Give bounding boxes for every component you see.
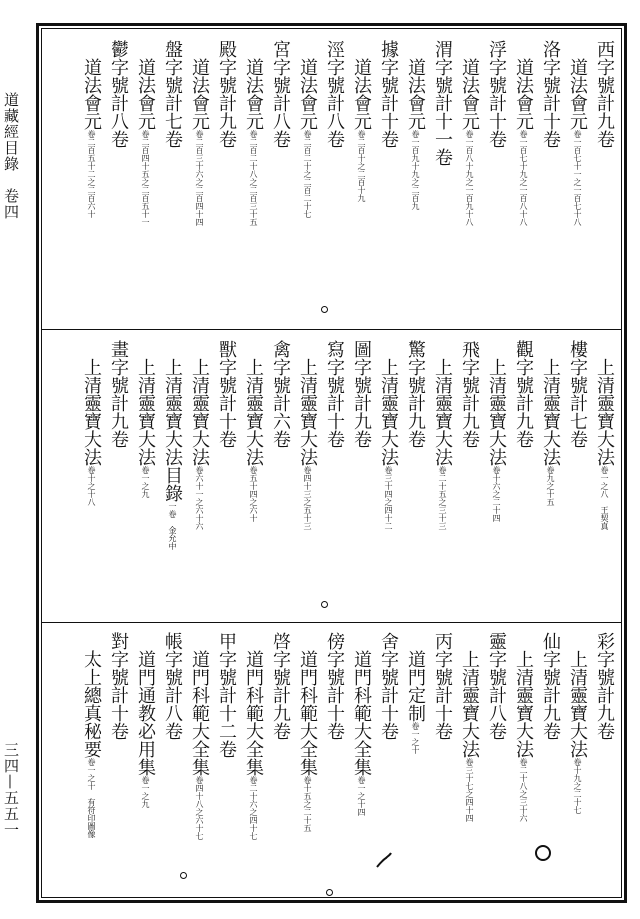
volume-note: 卷一之十 — [411, 722, 420, 754]
volume-note: 卷二百十之二百十九 — [357, 130, 366, 202]
catalog-entry — [455, 632, 509, 894]
entry-heading: 畫字號計九卷 — [108, 340, 129, 448]
catalog-entry — [293, 632, 347, 894]
entry-heading: 彩字號計九卷 — [594, 632, 615, 740]
entry-heading: 寫字號計十卷 — [324, 340, 345, 448]
entry-heading: 盤字號計七卷 — [162, 40, 183, 148]
volume-note: 卷十六之二十四 — [492, 466, 501, 522]
catalog-entry — [77, 632, 131, 894]
catalog-block-1 — [46, 40, 617, 320]
entry-title: 道門科範大全集卷十五之二十五 — [297, 650, 318, 832]
hole-circle-mark — [180, 872, 187, 879]
entry-heading: 仙字號計九卷 — [540, 632, 561, 740]
entry-heading: 浮字號計十卷 — [486, 40, 507, 148]
catalog-entry — [347, 340, 374, 615]
volume-note: 卷一百七十九之一百八十八 — [519, 130, 528, 226]
catalog-entry — [401, 632, 455, 894]
entry-title: 道法會元卷二百二十之二百二十七 — [297, 58, 318, 218]
volume-note: 卷六十一之六十六 — [195, 466, 204, 530]
entry-title: 道法會元卷二百十之二百十九 — [351, 58, 372, 202]
volume-note: 卷十九之二十七 — [573, 758, 582, 814]
entry-heading: 傍字號計十卷 — [324, 632, 345, 740]
catalog-entry — [239, 340, 293, 615]
hole-circle-mark — [321, 306, 328, 313]
catalog-entry — [131, 340, 239, 615]
entry-heading: 靈字號計八卷 — [486, 632, 507, 740]
volume-note: 卷一之十四 — [357, 776, 366, 816]
entry-title: 上清靈寶大法卷十之十八 — [81, 358, 102, 506]
entry-title: 上清靈寶大法卷一之九 — [135, 358, 156, 498]
volume-note: 卷一百九十九之二百九 — [411, 130, 420, 210]
catalog-entry — [428, 340, 482, 615]
entry-heading: 圖字號計九卷 — [351, 340, 372, 448]
entry-title: 上清靈寶大法卷三十七之四十四 — [459, 650, 480, 822]
volume-note: 卷三十七之四十四 — [465, 758, 474, 822]
entry-title: 道法會元卷一百七十一之一百七十八 — [567, 58, 588, 226]
catalog-entry — [482, 340, 536, 615]
catalog-entry — [293, 40, 347, 320]
entry-heading: 獸字號計十卷 — [216, 340, 237, 448]
volume-note: 卷一之九 — [141, 776, 150, 808]
volume-note: 卷二百二十之二百二十七 — [303, 130, 312, 218]
volume-note: 卷四十八之六十七 — [195, 776, 204, 840]
entry-heading: 驚字號計九卷 — [405, 340, 426, 448]
volume-note: 卷一之十 有符印圖像 — [87, 758, 96, 838]
entry-title: 上清靈寶大法卷九之十五 — [540, 358, 561, 506]
volume-note: 卷九之十五 — [546, 466, 555, 506]
entry-heading: 飛字號計九卷 — [459, 340, 480, 448]
entry-heading: 舍字號計十卷 — [378, 632, 399, 740]
volume-note: 卷一百八十九之一百九十八 — [465, 130, 474, 226]
volume-note: 卷二十五之三十三 — [438, 466, 447, 530]
entry-title: 太上總真秘要卷一之十 有符印圖像 — [81, 650, 102, 838]
volume-note: 卷五十四之六十 — [249, 466, 258, 522]
entry-title: 道門科範大全集卷一之十四 — [351, 650, 372, 816]
entry-heading: 帳字號計八卷 — [162, 632, 183, 740]
catalog-entry — [590, 340, 617, 615]
entry-title: 道法會元卷二百四十五之二百五十一 — [135, 58, 156, 226]
volume-note: 卷一之八 王契真 — [600, 466, 609, 530]
catalog-entry — [185, 632, 239, 894]
entry-title: 道門科範大全集卷四十八之六十七 — [189, 650, 210, 840]
margin-title: 道藏經目錄 卷四 — [2, 92, 20, 220]
entry-title: 道法會元卷一百九十九之二百九 — [405, 58, 426, 210]
entry-title: 道門定制卷一之十 — [405, 650, 426, 754]
entry-title: 上清靈寶大法卷二十八之三十六 — [513, 650, 534, 822]
volume-note: 卷二百四十五之二百五十一 — [141, 130, 150, 226]
section-divider — [41, 329, 622, 330]
catalog-entry — [239, 632, 293, 894]
entry-heading: 殿字號計九卷 — [216, 40, 237, 148]
catalog-entry — [563, 632, 617, 894]
entry-heading: 西字號計九卷 — [594, 40, 615, 148]
ink-mark-icon — [374, 850, 394, 870]
entry-title: 道法會元卷一百七十九之一百八十八 — [513, 58, 534, 226]
volume-note: 卷十五之二十五 — [303, 776, 312, 832]
entry-title: 上清靈寶大法卷六十一之六十六 — [189, 358, 210, 530]
catalog-entry — [509, 40, 563, 320]
catalog-entry — [77, 340, 131, 615]
entry-title: 上清靈寶大法卷四十三之五十三 — [297, 358, 318, 530]
entry-heading: 對字號計十卷 — [108, 632, 129, 740]
section-divider — [41, 622, 622, 623]
catalog-entry — [131, 632, 185, 894]
catalog-entry — [185, 40, 239, 320]
entry-heading: 宮字號計八卷 — [270, 40, 291, 148]
entry-title: 上清靈寶大法卷二十五之三十三 — [432, 358, 453, 530]
entry-heading: 鬱字號計八卷 — [108, 40, 129, 148]
entry-heading: 啓字號計九卷 — [270, 632, 291, 740]
entry-heading: 觀字號計九卷 — [513, 340, 534, 448]
volume-note: 一卷 金允中 — [168, 502, 177, 550]
catalog-block-3 — [46, 632, 617, 894]
volume-note: 卷二百五十二之二百六十 — [87, 130, 96, 218]
entry-heading: 禽字號計六卷 — [270, 340, 291, 448]
entry-title: 道法會元卷二百五十二之二百六十 — [81, 58, 102, 218]
catalog-entry — [77, 40, 131, 320]
catalog-block-2 — [46, 340, 617, 615]
volume-note: 卷二百三十六之二百四十四 — [195, 130, 204, 226]
catalog-entry — [563, 40, 617, 320]
hole-circle-mark — [321, 601, 328, 608]
catalog-entry — [239, 40, 293, 320]
entry-heading: 渭字號計十一卷 — [432, 40, 453, 166]
entry-title: 道門通教必用集卷一之九 — [135, 650, 156, 808]
entry-title: 道門科範大全集卷二十六之四十七 — [243, 650, 264, 840]
volume-note: 卷十之十八 — [87, 466, 96, 506]
hole-circle-mark — [326, 889, 333, 896]
catalog-entry — [293, 340, 347, 615]
catalog-entry — [131, 40, 185, 320]
catalog-entry — [374, 340, 428, 615]
entry-title: 道法會元卷二百二十八之二百三十五 — [243, 58, 264, 226]
catalog-entry — [536, 340, 590, 615]
entry-title: 上清靈寶大法卷十九之二十七 — [567, 650, 588, 814]
entry-title: 上清靈寶大法卷三十四之四十二 — [378, 358, 399, 530]
volume-note: 卷二十八之三十六 — [519, 758, 528, 822]
volume-note: 卷一之九 — [141, 466, 150, 498]
page-number: 三四—五五一 — [2, 742, 20, 838]
entry-title: 道法會元卷二百三十六之二百四十四 — [189, 58, 210, 226]
catalog-entry — [401, 40, 455, 320]
entry-heading: 洛字號計十卷 — [540, 40, 561, 148]
entry-title: 道法會元卷一百八十九之一百九十八 — [459, 58, 480, 226]
entry-title: 上清靈寶大法目錄一卷 金允中 — [162, 358, 183, 550]
entry-title: 上清靈寶大法卷十六之二十四 — [486, 358, 507, 522]
volume-note: 卷四十三之五十三 — [303, 466, 312, 530]
entry-title: 上清靈寶大法卷一之八 王契真 — [594, 358, 615, 530]
entry-heading: 據字號計十卷 — [378, 40, 399, 148]
catalog-entry — [347, 40, 401, 320]
entry-heading: 樓字號計七卷 — [567, 340, 588, 448]
volume-note: 卷二十六之四十七 — [249, 776, 258, 840]
catalog-entry — [455, 40, 509, 320]
entry-title: 上清靈寶大法卷五十四之六十 — [243, 358, 264, 522]
volume-note: 卷三十四之四十二 — [384, 466, 393, 530]
volume-note: 卷一百七十一之一百七十八 — [573, 130, 582, 226]
seal-stamp-icon — [535, 845, 551, 861]
entry-heading: 涇字號計八卷 — [324, 40, 345, 148]
entry-heading: 丙字號計十卷 — [432, 632, 453, 740]
entry-heading: 甲字號計十二卷 — [216, 632, 237, 758]
volume-note: 卷二百二十八之二百三十五 — [249, 130, 258, 226]
